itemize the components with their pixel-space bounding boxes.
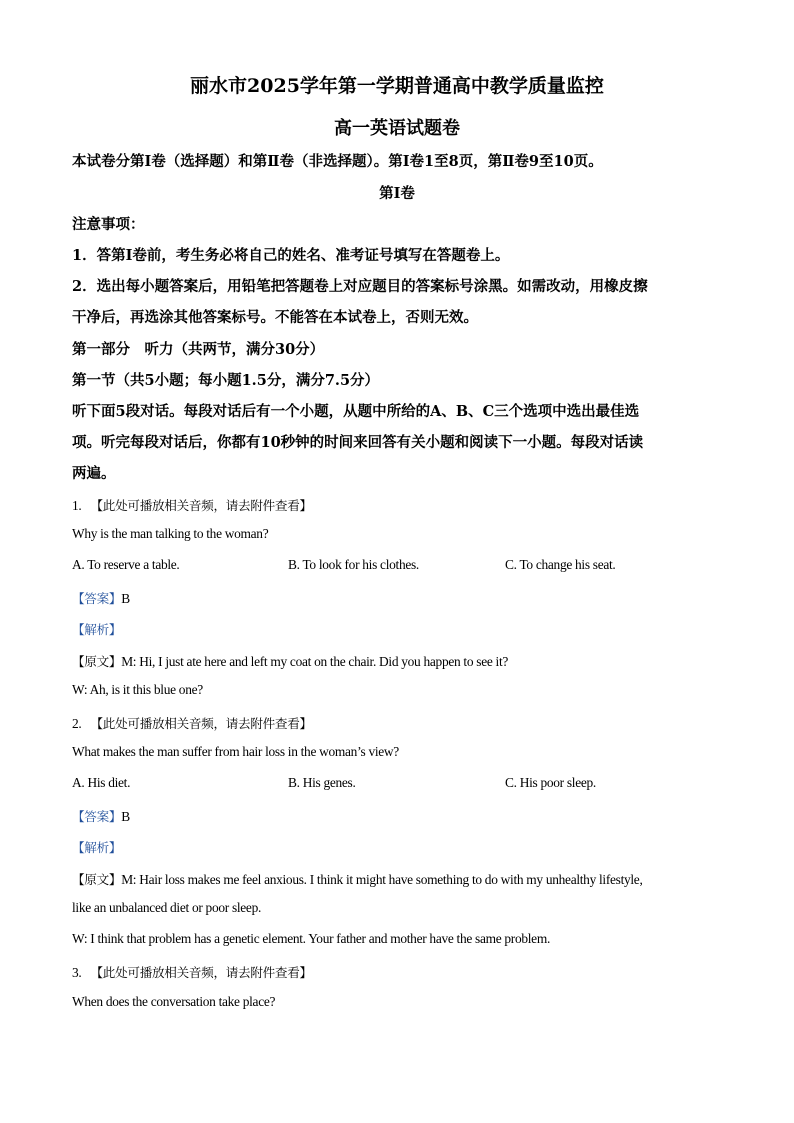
volume-heading: 第Ⅰ卷 (379, 185, 415, 202)
analysis-label: 【解析】 (72, 622, 122, 637)
question-1-option-a: A. To reserve a table. (72, 557, 180, 572)
instructions-line-1: 听下面5段对话。每段对话后有一个小题，从题中所给的A、B、C三个选项中选出最佳选 (72, 403, 640, 420)
question-2-transcript-line-1 (72, 869, 643, 888)
audio-note: 【此处可播放相关音频，请去附件查看】 (90, 498, 312, 513)
question-2-transcript-line-3: W: I think that problem has a genetic element. Your father and mother have the same problem. (72, 931, 550, 946)
question-1-option-c: C. To change his seat. (505, 557, 616, 572)
question-2-audio (72, 713, 312, 732)
question-1-transcript-line-2: W: Ah, is it this blue one? (72, 682, 203, 697)
notice-heading: 注意事项： (72, 216, 145, 233)
question-1-answer (72, 588, 130, 607)
question-2-option-b: B. His genes. (288, 775, 356, 790)
audio-note: 【此处可播放相关音频，请去附件查看】 (90, 965, 312, 980)
question-2-option-c: C. His poor sleep. (505, 775, 596, 790)
exam-subtitle: 高一英语试题卷 (334, 118, 460, 139)
transcript-text: M: Hair loss makes me feel anxious. I think it might have something to do with my unhealthy lifestyle, (121, 872, 643, 887)
question-2-answer (72, 806, 130, 825)
intro-line: 本试卷分第Ⅰ卷（选择题）和第Ⅱ卷（非选择题）。第Ⅰ卷1至8页，第Ⅱ卷9至10页。 (72, 153, 603, 170)
notice-item-2-line-1: 2．选出每小题答案后，用铅笔把答题卷上对应题目的答案标号涂黑。如需改动，用橡皮擦 (72, 278, 648, 295)
transcript-text: M: Hi, I just ate here and left my coat on the chair. Did you happen to see it? (121, 654, 509, 669)
answer-value: B (121, 591, 130, 606)
section1-heading: 第一节（共5小题；每小题1.5分，满分7.5分） (72, 372, 380, 389)
answer-label: 【答案】 (72, 591, 122, 606)
answer-value: B (121, 809, 130, 824)
question-1-audio (72, 495, 312, 514)
notice-item-2-line-2: 干净后，再选涂其他答案标号。不能答在本试卷上，否则无效。 (72, 309, 478, 326)
notice-item-1: 1．答第Ⅰ卷前，考生务必将自己的姓名、准考证号填写在答题卷上。 (72, 247, 510, 264)
question-2-stem: What makes the man suffer from hair loss in the woman’s view? (72, 744, 399, 759)
question-1-transcript-line-1 (72, 651, 508, 670)
transcript-label: 【原文】 (72, 872, 122, 887)
question-1-analysis (72, 619, 121, 638)
question-2-transcript-line-2: like an unbalanced diet or poor sleep. (72, 900, 262, 915)
transcript-label: 【原文】 (72, 654, 122, 669)
exam-title: 丽水市2025学年第一学期普通高中教学质量监控 (190, 75, 604, 97)
part1-heading: 第一部分 听力（共两节，满分30分） (72, 341, 325, 358)
answer-label: 【答案】 (72, 809, 122, 824)
question-1-stem: Why is the man talking to the woman? (72, 526, 269, 541)
question-number: 3. (72, 965, 82, 980)
question-number: 1. (72, 498, 82, 513)
instructions-line-2: 项。听完每段对话后，你都有10秒钟的时间来回答有关小题和阅读下一小题。每段对话读 (72, 434, 644, 451)
analysis-label: 【解析】 (72, 840, 122, 855)
question-2-option-a: A. His diet. (72, 775, 131, 790)
question-3-audio (72, 962, 312, 981)
question-3-stem: When does the conversation take place? (72, 994, 276, 1009)
question-2-analysis (72, 837, 121, 856)
question-number: 2. (72, 716, 82, 731)
audio-note: 【此处可播放相关音频，请去附件查看】 (90, 716, 312, 731)
question-1-option-b: B. To look for his clothes. (288, 557, 419, 572)
instructions-line-3: 两遍。 (72, 465, 116, 482)
